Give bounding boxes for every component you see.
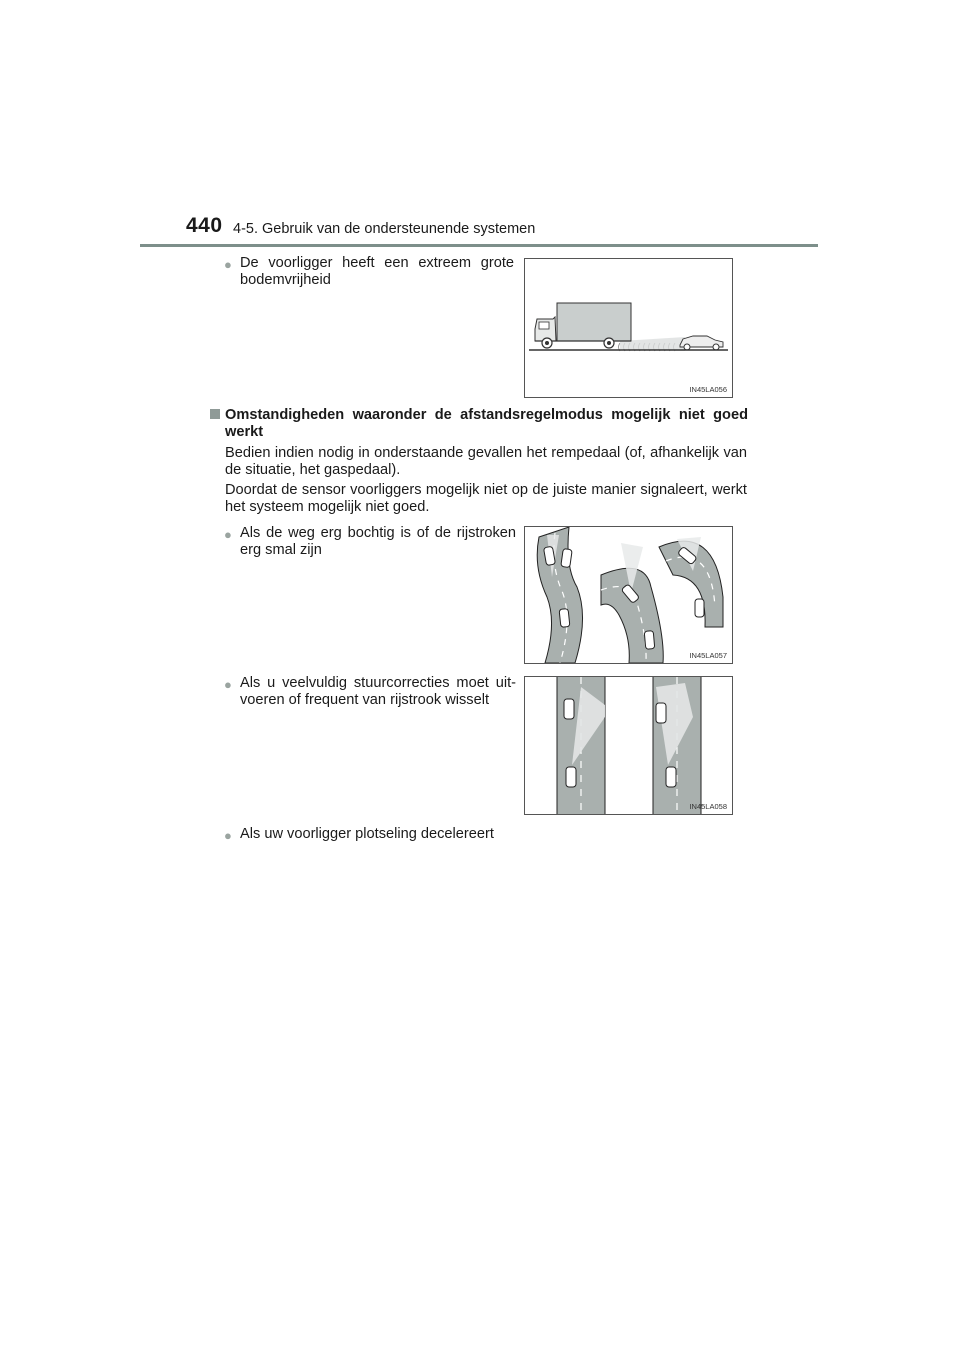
bullet-icon: ● [224, 257, 232, 272]
paragraph-pedal-advice: Bedien indien nodig in onderstaande gevallen het rempedaal (of, afhankelijk van de situatie, het gaspedaal). [225, 445, 747, 478]
figure-code: IN45LA058 [689, 802, 727, 811]
bullet-icon: ● [224, 677, 232, 692]
figure-code: IN45LA057 [689, 651, 727, 660]
curvy-roads-illustration [525, 527, 732, 663]
header-rule [140, 244, 818, 247]
bullet-text: De voorligger heeft een extreem grote bodemvrijheid [240, 255, 514, 288]
section-title: 4-5. Gebruik van de ondersteunende systemen [233, 221, 536, 237]
page-header [186, 214, 818, 246]
paragraph-sensor-note: Doordat de sensor voorliggers mogelijk niet op de juiste manier signaleert, werkt het systeem mogelijk niet goed. [225, 482, 747, 515]
bullet-text: Als u veelvuldig stuurcorrecties moet uit-voeren of frequent van rijstrook wisselt [240, 675, 516, 708]
bullet-icon: ● [224, 527, 232, 542]
figure-curvy-roads [524, 526, 733, 664]
figure-truck-clearance [524, 258, 733, 398]
figure-lane-changes [524, 676, 733, 815]
lane-change-illustration [525, 677, 732, 814]
bullet-item-curvy-road [224, 525, 516, 559]
figure-code: IN45LA056 [689, 385, 727, 394]
section-heading [210, 407, 748, 441]
bullet-icon: ● [224, 828, 232, 843]
bullet-item-steering-corrections [224, 675, 516, 709]
bullet-item-ground-clearance [224, 255, 514, 289]
truck-illustration [525, 259, 732, 397]
bullet-text: Als uw voorligger plotseling decelereert [240, 826, 494, 842]
bullet-text: Als de weg erg bochtig is of de rijstroken erg smal zijn [240, 525, 516, 558]
square-bullet-icon [210, 409, 220, 419]
page-number: 440 [186, 214, 223, 237]
bullet-item-sudden-deceleration [224, 826, 524, 843]
section-heading-text: Omstandigheden waaronder de afstandsregelmodus mogelijk niet goed werkt [225, 407, 748, 440]
